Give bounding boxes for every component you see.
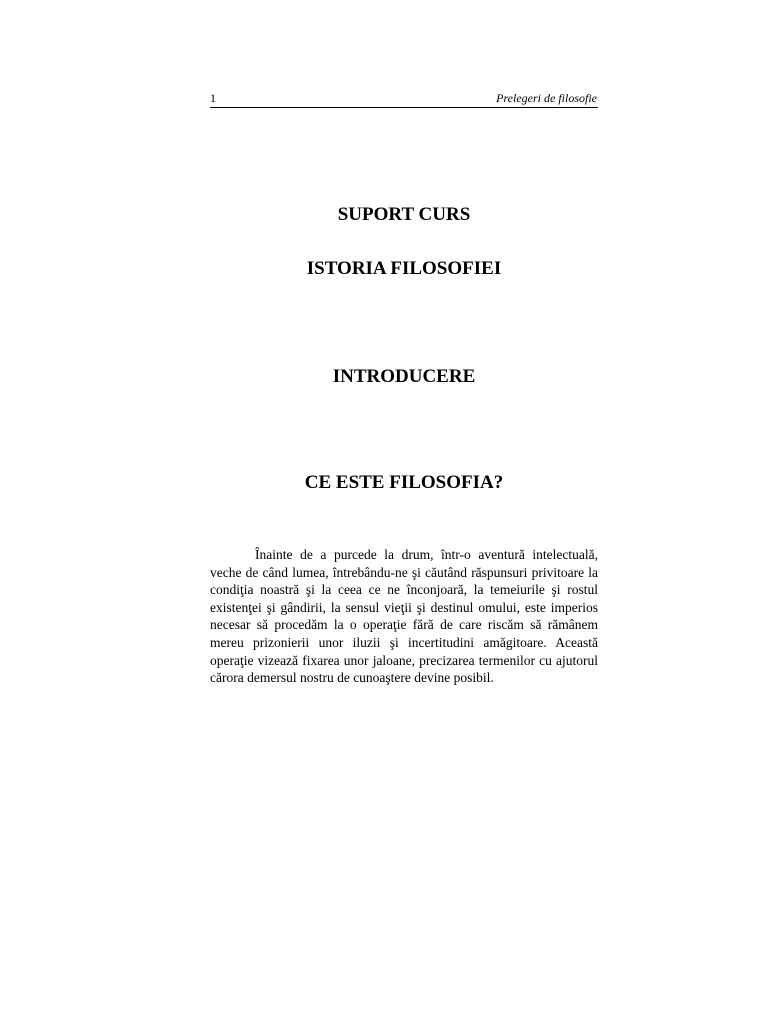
page-number: 1	[210, 91, 216, 105]
chapter-heading: CE ESTE FILOSOFIA?	[304, 472, 504, 493]
title-line-1: SUPORT CURS	[337, 204, 471, 225]
title-line-2: ISTORIA FILOSOFIEI	[306, 258, 502, 279]
running-header	[210, 91, 598, 108]
section-heading: INTRODUCERE	[332, 366, 476, 387]
body-paragraph: Înainte de a purcede la drum, într-o aventură intelectuală, veche de când lumea, întrebându-ne şi căutând răspunsuri privitoare la condiţia noastră şi la ceea ce ne înconjoară, la temeiurile şi rostul existenţei şi gândirii, la sensul vieţii şi destinul omului, este imperios necesar să procedăm la o operaţie fără de care riscăm să rămânem mereu prizonierii unor iluzii şi incertitudini amăgitoare. Această operaţie vizează fixarea unor jaloane, precizarea termenilor cu ajutorul cărora demersul nostru de cunoaştere devine posibil.	[210, 547, 598, 686]
running-title: Prelegeri de filosofie	[496, 91, 597, 105]
